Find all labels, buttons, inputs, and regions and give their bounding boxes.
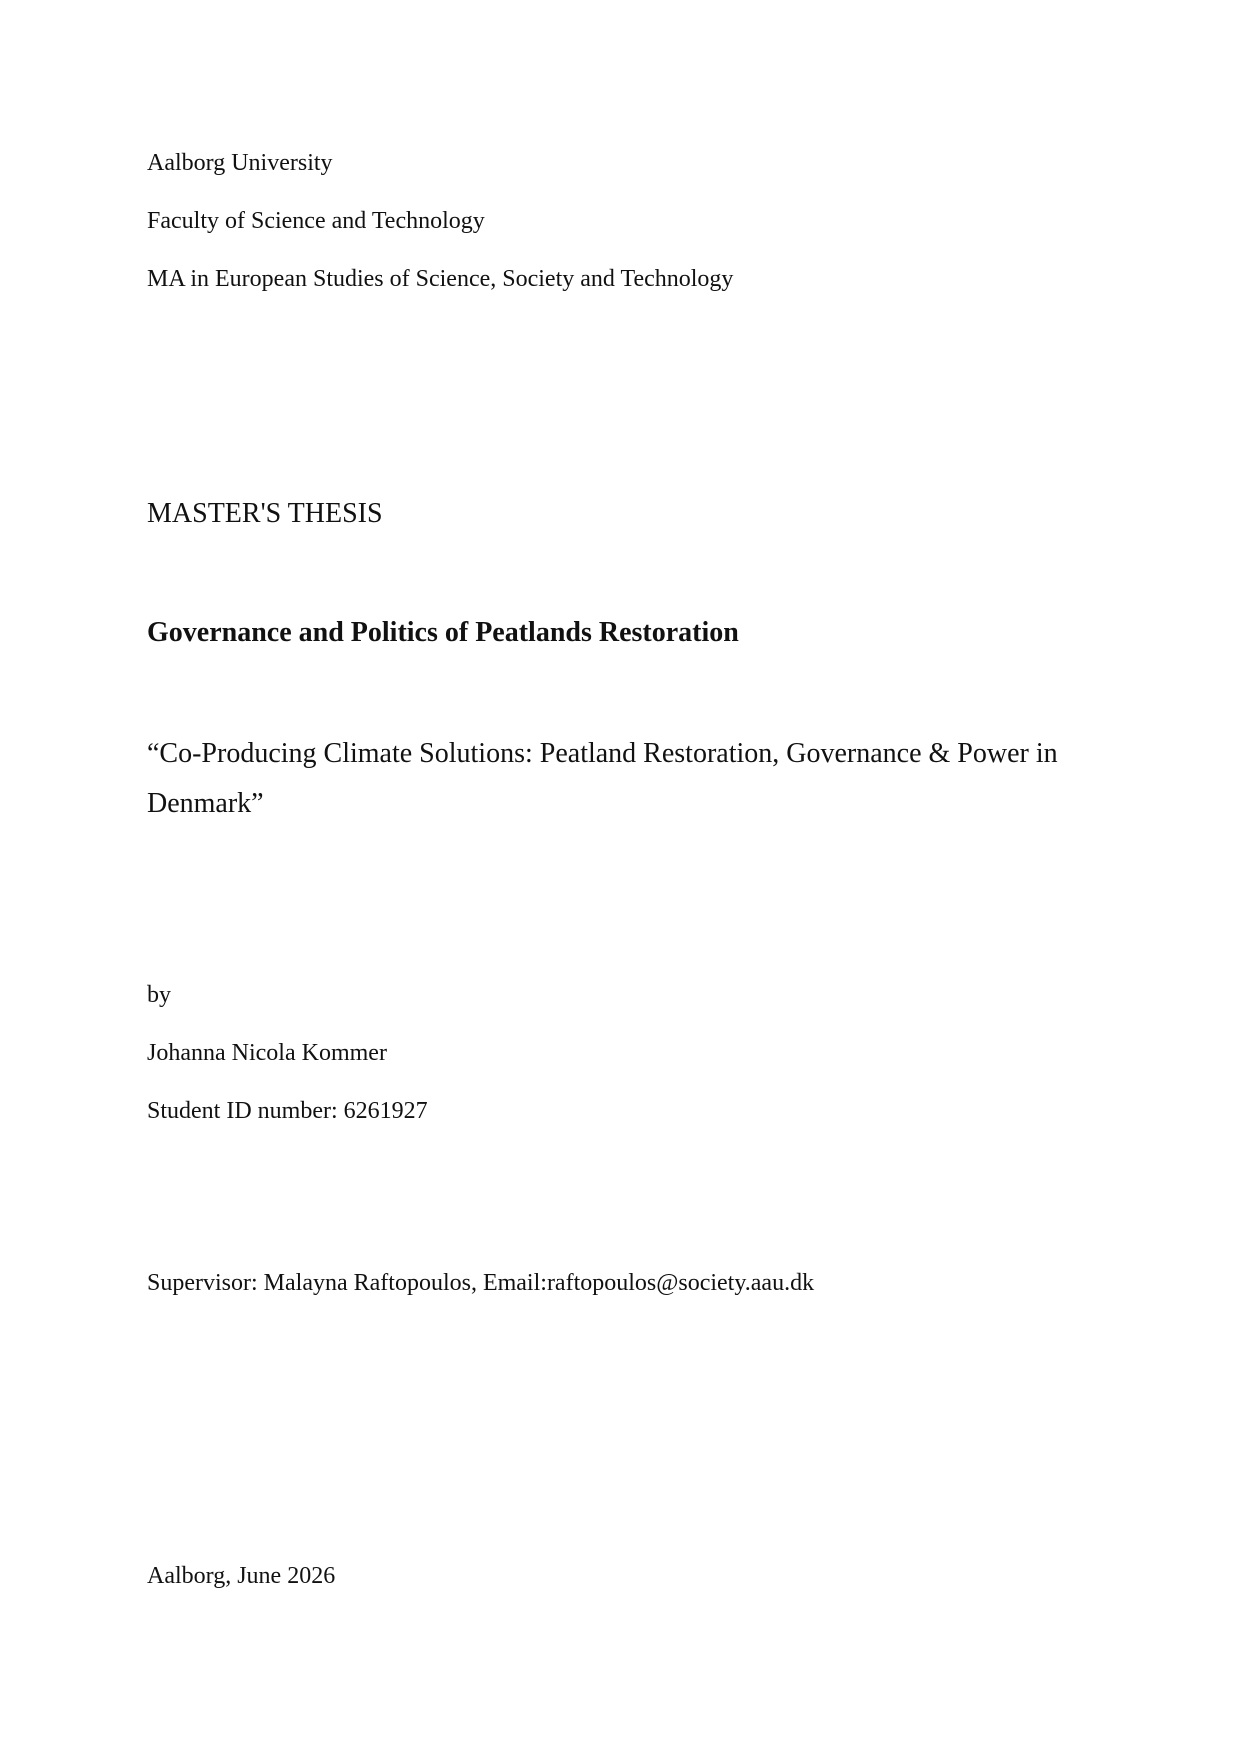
- place-and-date: Aalborg, June 2026: [147, 1563, 336, 1589]
- programme-name: MA in European Studies of Science, Society and Technology: [147, 266, 734, 292]
- by-label: by: [147, 982, 171, 1008]
- thesis-subtitle: “Co-Producing Climate Solutions: Peatland Restoration, Governance & Power in Denmark”: [147, 738, 1058, 819]
- student-id: Student ID number: 6261927: [147, 1098, 428, 1124]
- thesis-type-heading: MASTER'S THESIS: [147, 498, 383, 529]
- faculty-name: Faculty of Science and Technology: [147, 208, 485, 234]
- supervisor-line: Supervisor: Malayna Raftopoulos, Email:raftopoulos@society.aau.dk: [147, 1270, 815, 1296]
- thesis-title: Governance and Politics of Peatlands Restoration: [147, 617, 739, 648]
- university-name: Aalborg University: [147, 150, 333, 176]
- author-name: Johanna Nicola Kommer: [147, 1040, 387, 1066]
